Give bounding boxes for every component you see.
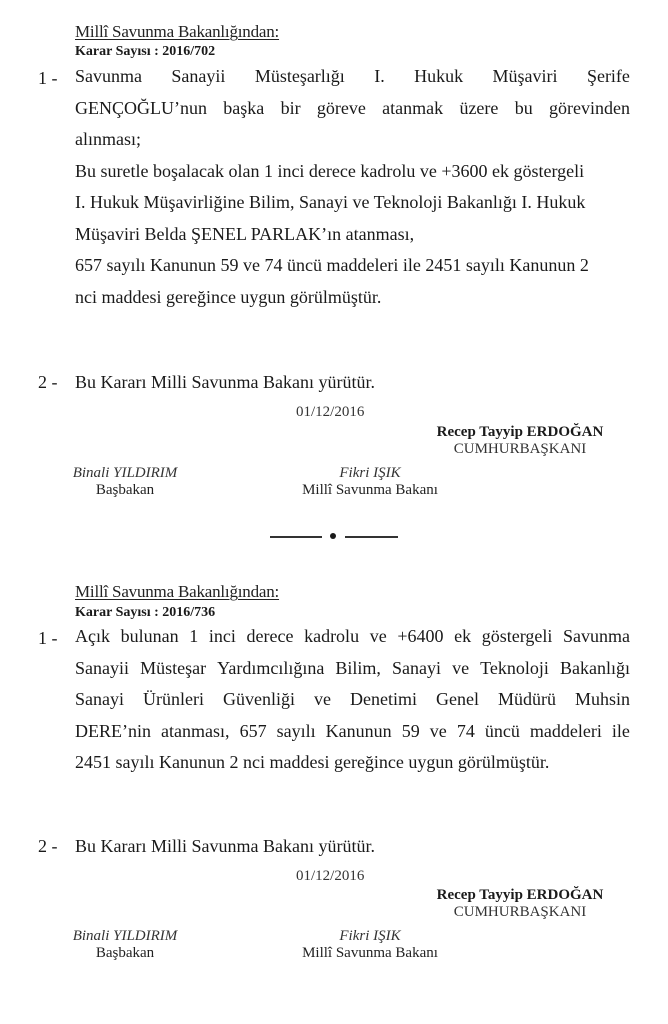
word: maddeleri (529, 720, 602, 741)
word: derece (246, 626, 294, 646)
word: 74 (456, 720, 475, 741)
word: görevinden (549, 97, 630, 118)
word: Genel (435, 689, 479, 709)
separator-line-left (270, 536, 322, 538)
president-name: Recep Tayyip ERDOĞAN (436, 424, 604, 440)
word: Sanayi (75, 689, 124, 709)
item-number: 2 - (38, 836, 58, 856)
paragraph-line (75, 716, 630, 748)
paragraph-line (75, 93, 630, 125)
paragraph-line: 657 sayılı Kanunun 59 ve 74 üncü maddeleri ile 2451 sayılı Kanunun 2 (75, 255, 589, 275)
word: Hukuk (414, 66, 464, 86)
word: Bilim, (335, 657, 381, 678)
paragraph-line (75, 653, 630, 685)
word: ve (313, 689, 331, 709)
word: Savunma (563, 626, 630, 646)
word: ve (452, 657, 470, 678)
word: Müsteşar (140, 657, 207, 678)
word: bulunan (120, 626, 179, 646)
signatory-title: Millî Savunma Bakanı (302, 945, 438, 961)
president-signature (420, 424, 620, 458)
word: DERE’nin (75, 720, 151, 741)
signatory-title: Başbakan (95, 482, 155, 498)
decree-date: 01/12/2016 (296, 868, 365, 884)
word: Yardımcılığına (217, 657, 325, 678)
word: GENÇOĞLU’nun (75, 97, 207, 118)
paragraph-line: 2451 sayılı Kanunun 2 nci maddesi gereğince uygun görülmüştür. (75, 752, 550, 772)
signatory-title: Başbakan (95, 945, 155, 961)
word: Sanayii (171, 66, 226, 86)
word: göstergeli (481, 626, 553, 646)
word: Güvenliği (222, 689, 295, 709)
president-name: Recep Tayyip ERDOĞAN (436, 887, 604, 903)
word: Açık (75, 626, 110, 646)
word: üncü (484, 720, 520, 741)
word: Denetimi (349, 689, 417, 709)
signatory-prime-minister (55, 465, 195, 499)
signatory-name: Binali YILDIRIM (72, 465, 178, 481)
paragraph-line: alınması; (75, 129, 141, 149)
word: atanması, (161, 720, 230, 741)
paragraph-line: I. Hukuk Müşavirliğine Bilim, Sanayi ve Teknoloji Bakanlığı I. Hukuk (75, 192, 586, 212)
item-2-text: Bu Kararı Milli Savunma Bakanı yürütür. (75, 836, 375, 856)
word: I. (374, 66, 385, 86)
word: kadrolu (304, 626, 360, 646)
word: ve (429, 720, 447, 741)
word: Sanayi (392, 657, 441, 678)
word: 1 (189, 626, 199, 646)
signatory-defense-minister (280, 928, 460, 962)
word: 657 (239, 720, 267, 741)
word: ve (369, 626, 387, 646)
item-1-paragraph (75, 61, 630, 313)
word: bu (514, 97, 533, 118)
word: 59 (401, 720, 420, 741)
paragraph-line: Bu suretle boşalacak olan 1 inci derece kadrolu ve +3600 ek göstergeli (75, 160, 585, 181)
word: inci (208, 626, 236, 646)
word: atanmak (382, 97, 444, 118)
paragraph-line: Müşaviri Belda ŞENEL PARLAK’ın atanması, (75, 223, 415, 244)
word: bir (280, 97, 301, 118)
item-1-paragraph (75, 621, 630, 779)
item-2-text: Bu Kararı Milli Savunma Bakanı yürütür. (75, 372, 375, 392)
word: Kanunun (325, 720, 392, 741)
signatory-name: Fikri IŞIK (339, 928, 401, 944)
decision-number: Karar Sayısı : 2016/702 (75, 44, 216, 59)
decree-date: 01/12/2016 (296, 404, 365, 420)
word: Şerife (586, 66, 630, 86)
word: Muhsin (574, 689, 630, 709)
word: Teknoloji (480, 657, 549, 678)
word: Müşaviri (492, 66, 558, 86)
president-title: CUMHURBAŞKANI (453, 441, 587, 457)
ministry-heading: Millî Savunma Bakanlığından: (75, 582, 280, 601)
word: Bakanlığı (559, 657, 630, 678)
word: göreve (316, 97, 366, 118)
signatory-prime-minister (55, 928, 195, 962)
signatory-name: Fikri IŞIK (339, 465, 401, 481)
signatory-defense-minister (280, 465, 460, 499)
word: Müsteşarlığı (254, 66, 345, 86)
separator-line-right (345, 536, 398, 538)
word: Müdürü (497, 689, 556, 709)
word: Sanayii (75, 657, 129, 678)
ministry-heading: Millî Savunma Bakanlığından: (75, 22, 280, 41)
item-number: 1 - (38, 68, 58, 88)
signatory-name: Binali YILDIRIM (72, 928, 178, 944)
item-number: 2 - (38, 372, 58, 392)
word: sayılı (276, 720, 316, 741)
word: üzere (459, 97, 499, 118)
word: ek (454, 626, 472, 646)
paragraph-line (75, 621, 630, 653)
paragraph-line (75, 684, 630, 716)
item-number: 1 - (38, 628, 58, 648)
signatory-title: Millî Savunma Bakanı (302, 482, 438, 498)
president-title: CUMHURBAŞKANI (453, 904, 587, 920)
separator-dot (330, 533, 336, 539)
decision-number: Karar Sayısı : 2016/736 (75, 605, 216, 620)
word: Ürünleri (143, 689, 204, 709)
word: +6400 (397, 626, 444, 646)
word: ile (611, 720, 630, 741)
word: başka (223, 97, 265, 118)
word: Savunma (75, 66, 142, 86)
paragraph-line: nci maddesi gereğince uygun görülmüştür. (75, 286, 382, 307)
paragraph-line (75, 61, 630, 93)
president-signature (420, 887, 620, 921)
